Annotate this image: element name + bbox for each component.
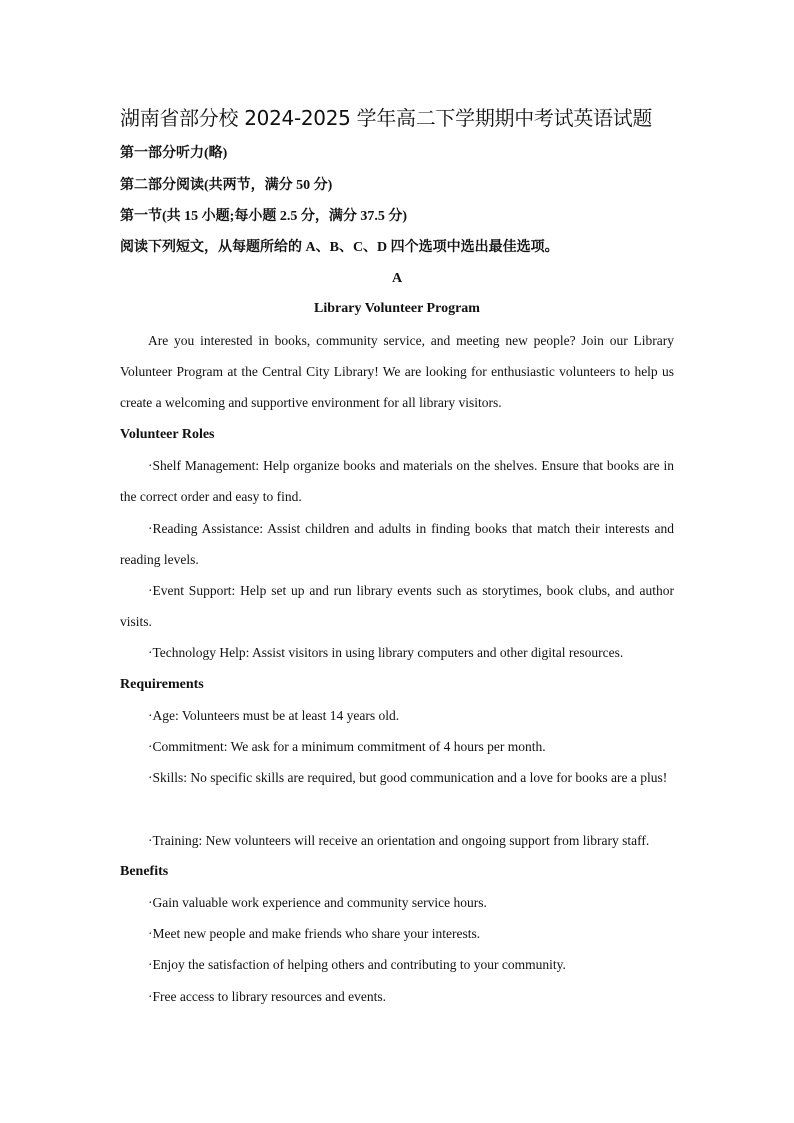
role-item: ·Reading Assistance: Assist children and adults in finding books that match their interests and reading levels. [120, 521, 674, 568]
benefit-item: ·Meet new people and make friends who share your interests. [148, 926, 481, 941]
exam-title: 湖南省部分校 2024-2025 学年高二下学期期中考试英语试题 [120, 106, 653, 130]
role-item: ·Event Support: Help set up and run library events such as storytimes, book clubs, and author visits. [120, 583, 674, 630]
benefit-item: ·Gain valuable work experience and community service hours. [148, 895, 487, 910]
role-item: ·Shelf Management: Help organize books and materials on the shelves. Ensure that books are in the correct order and easy to find. [120, 458, 674, 505]
requirements-heading: Requirements [120, 677, 204, 692]
requirement-item: ·Training: New volunteers will receive an orientation and ongoing support from library staff. [148, 833, 650, 848]
benefit-item: ·Enjoy the satisfaction of helping others and contributing to your community. [148, 957, 566, 972]
roles-heading: Volunteer Roles [120, 427, 215, 442]
benefit-item: ·Free access to library resources and events. [148, 989, 387, 1004]
requirement-item: ·Commitment: We ask for a minimum commitment of 4 hours per month. [148, 739, 546, 754]
requirement-item: ·Age: Volunteers must be at least 14 years old. [148, 708, 400, 723]
passage-title: Library Volunteer Program [314, 301, 480, 316]
passage-intro: Are you interested in books, community service, and meeting new people? Join our Library Volunteer Program at the Central City Library! We are looking for enthusiastic volunteers to help us create a welcoming and supportive environment for all library visitors. [120, 333, 674, 411]
part1-heading: 第一部分听力(略) [120, 146, 228, 161]
passage-label: A [391, 271, 403, 286]
section1-heading: 第一节(共 15 小题;每小题 2.5 分，满分 37.5 分) [120, 209, 407, 224]
instruction-text: 阅读下列短文，从每题所给的 A、B、C、D 四个选项中选出最佳选项。 [120, 240, 559, 255]
part2-heading: 第二部分阅读(共两节，满分 50 分) [120, 178, 333, 193]
requirement-item: ·Skills: No specific skills are required, but good communication and a love for books are a plus! [148, 770, 668, 785]
benefits-heading: Benefits [120, 864, 169, 879]
role-item: ·Technology Help: Assist visitors in using library computers and other digital resources. [148, 645, 624, 660]
